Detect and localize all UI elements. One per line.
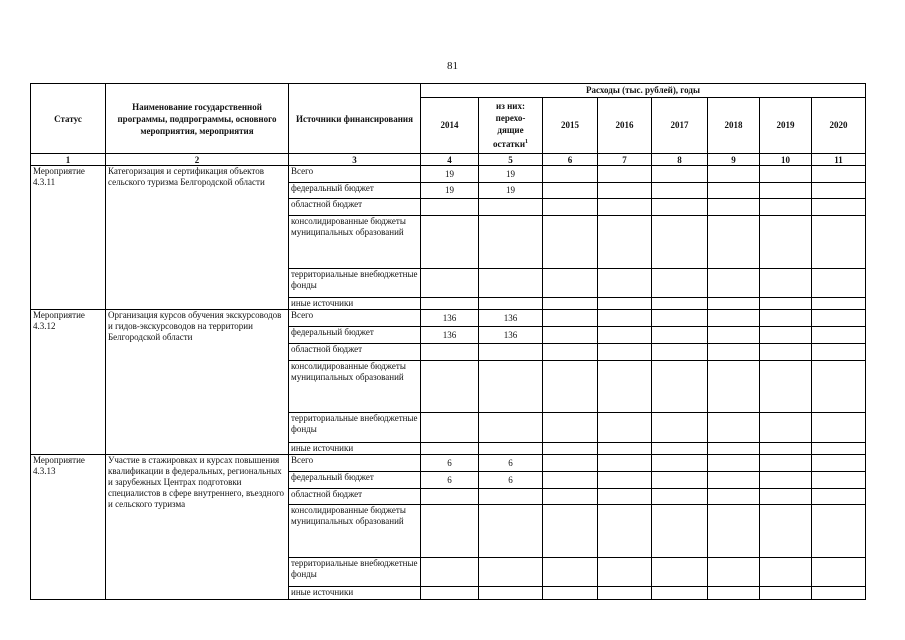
value-carryover: 6 [479,455,543,472]
header-expenses: Расходы (тыс. рублей), годы [421,84,866,98]
header-carryover [479,97,543,154]
carryover-line-2: перехо- [495,113,526,124]
source-regional: областной бюджет [289,343,421,360]
source-municipal: консолидированные бюджеты муниципальных образований [289,505,421,557]
activity-status: Мероприятие 4.3.11 [31,165,106,310]
header-sources: Источники финансирования [289,84,421,154]
header-year-2019: 2019 [760,97,812,154]
value-carryover: 19 [479,165,543,182]
value-2014: 19 [421,182,479,199]
header-year-2020: 2020 [812,97,866,154]
source-other: иные источники [289,587,421,600]
source-total: Всего [289,310,421,327]
carryover-line-1: из них: [496,101,525,112]
source-federal: федеральный бюджет [289,182,421,199]
source-extrabudget: территориальные внебюджетные фонды [289,557,421,586]
activity-name: Категоризация и сертификация объектов сельского туризма Белгородской области [106,165,289,310]
header-year-2018: 2018 [708,97,760,154]
table-row [31,455,866,472]
table-row [31,310,866,327]
value-2014: 136 [421,327,479,344]
source-regional: областной бюджет [289,488,421,505]
source-total: Всего [289,165,421,182]
header-year-2017: 2017 [652,97,708,154]
column-number: 8 [652,154,708,166]
column-number: 5 [479,154,543,166]
value-2014: 6 [421,455,479,472]
header-year-2014: 2014 [421,97,479,154]
column-number: 9 [708,154,760,166]
value-2014: 6 [421,471,479,488]
source-total: Всего [289,455,421,472]
carryover-footnote: 1 [525,139,529,146]
source-extrabudget: территориальные внебюджетные фонды [289,268,421,297]
activity-name: Организация курсов обучения экскурсоводов и гидов-экскурсоводов на территории Белгородской области [106,310,289,455]
page-number: 81 [447,60,458,72]
activity-name: Участие в стажировках и курсах повышения квалификации в федеральных, региональных и зарубежных Центрах подготовки специалистов в сфере внутреннего, въездного и сельского туризма [106,455,289,600]
source-municipal: консолидированные бюджеты муниципальных образований [289,360,421,412]
header-name: Наименование государственной программы, подпрограммы, основного мероприятия, мероприятия [106,84,289,154]
source-municipal: консолидированные бюджеты муниципальных образований [289,216,421,268]
source-federal: федеральный бюджет [289,471,421,488]
column-number: 3 [289,154,421,166]
carryover-line-3: дящие [497,125,524,136]
budget-table [30,83,866,600]
source-other: иные источники [289,442,421,455]
column-number: 4 [421,154,479,166]
value-carryover: 136 [479,310,543,327]
table-row [31,165,866,182]
column-number: 7 [598,154,652,166]
source-extrabudget: территориальные внебюджетные фонды [289,413,421,442]
activity-status: Мероприятие 4.3.12 [31,310,106,455]
activity-status: Мероприятие 4.3.13 [31,455,106,600]
value-carryover: 136 [479,327,543,344]
value-carryover: 19 [479,182,543,199]
header-year-2015: 2015 [543,97,598,154]
value-carryover: 6 [479,471,543,488]
value-2014: 19 [421,165,479,182]
column-number: 1 [31,154,106,166]
column-number: 10 [760,154,812,166]
header-status: Статус [31,84,106,154]
value-2014: 136 [421,310,479,327]
source-other: иные источники [289,297,421,310]
column-number: 11 [812,154,866,166]
column-number: 6 [543,154,598,166]
source-regional: областной бюджет [289,199,421,216]
budget-table-container [30,83,865,600]
header-year-2016: 2016 [598,97,652,154]
source-federal: федеральный бюджет [289,327,421,344]
column-number: 2 [106,154,289,166]
carryover-line-4: остатки [492,139,526,150]
